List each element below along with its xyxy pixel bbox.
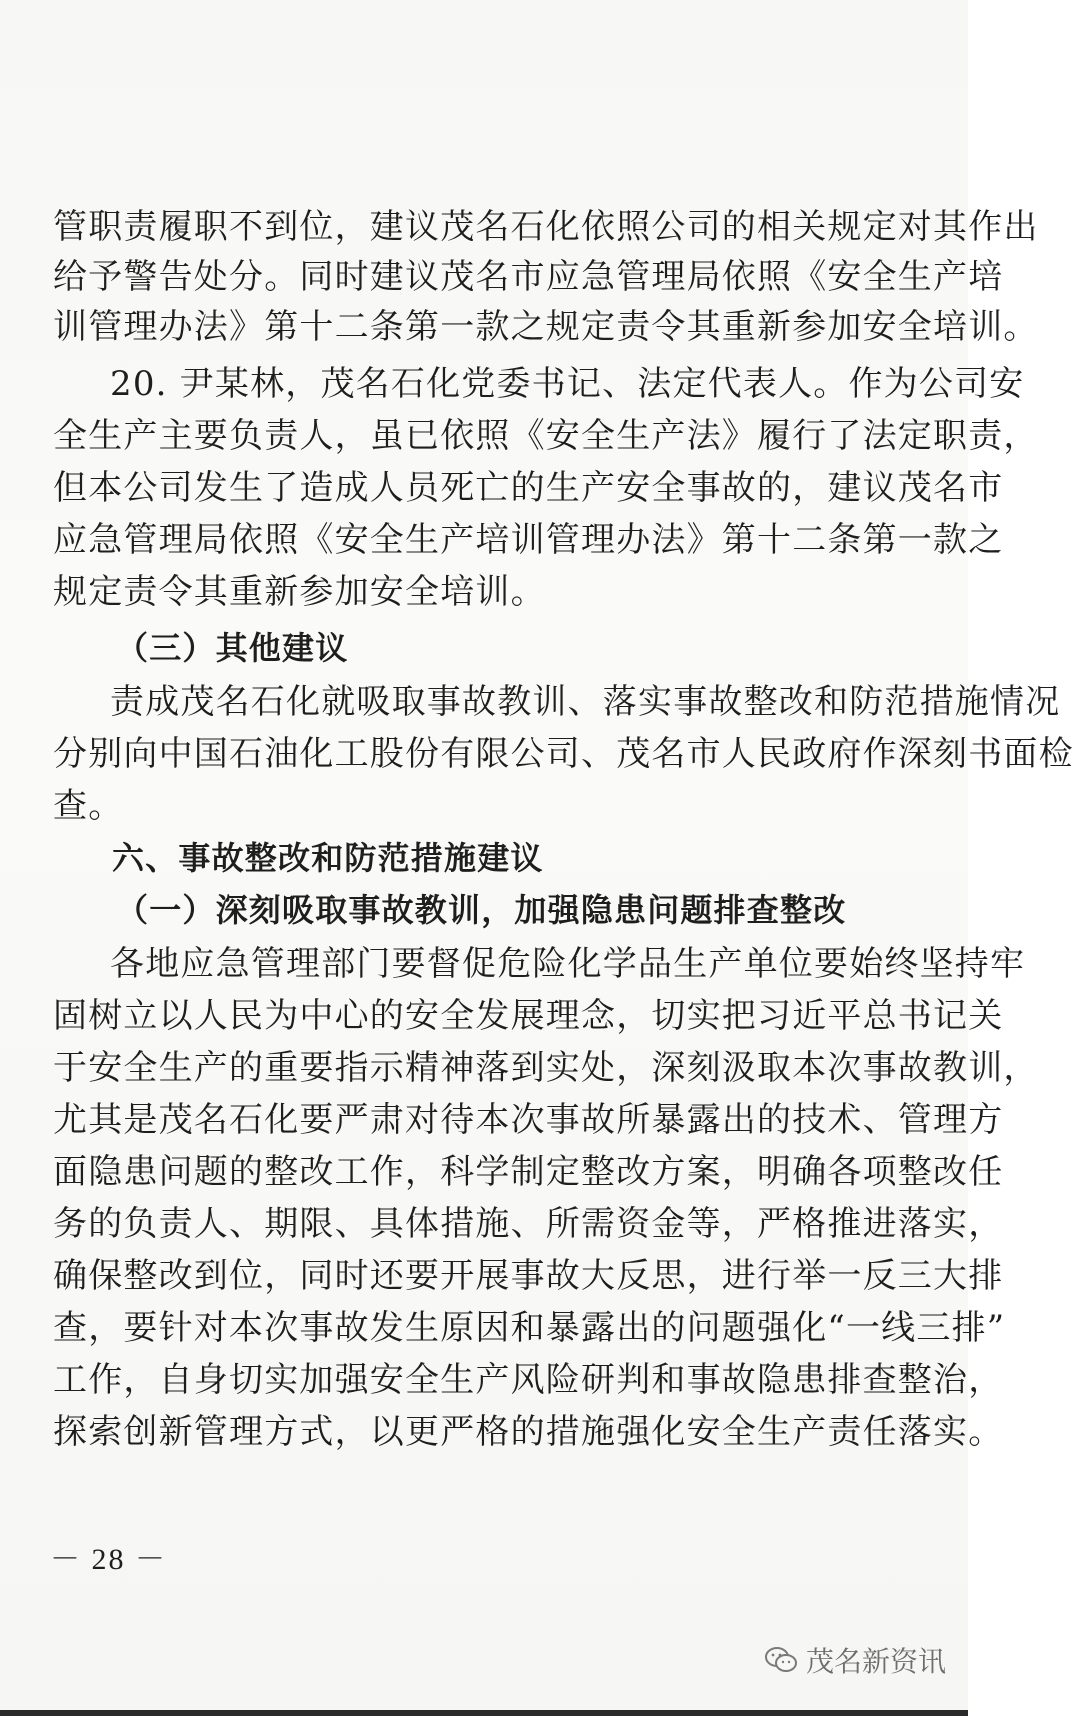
text-line: 尤其是茂名石化要严肃对待本次事故所暴露出的技术、管理方 — [53, 1100, 1004, 1140]
watermark-text: 茂名新资讯 — [805, 1645, 946, 1678]
text-line: 各地应急管理部门要督促危险化学品生产单位要始终坚持牢 — [110, 944, 1026, 984]
text-line: 务的负责人、期限、具体措施、所需资金等，严格推进落实， — [53, 1204, 1004, 1244]
text-line: 查，要针对本次事故发生原因和暴露出的问题强化“一线三排” — [53, 1308, 1006, 1348]
text-line: 确保整改到位，同时还要开展事故大反思，进行举一反三大排 — [53, 1256, 1004, 1296]
section-heading: （三）其他建议 — [116, 629, 349, 667]
text-line: 面隐患问题的整改工作，科学制定整改方案，明确各项整改任 — [53, 1152, 1004, 1192]
text-line: 20. 尹某林，茂名石化党委书记、法定代表人。作为公司安 — [110, 364, 1025, 404]
text-line: 训管理办法》第十二条第一款之规定责令其重新参加安全培训。 — [53, 307, 1039, 347]
text-line: 分别向中国石油化工股份有限公司、茂名市人民政府作深刻书面检 — [53, 734, 1074, 774]
text-line: 查。 — [53, 786, 124, 826]
text-line: 全生产主要负责人，虽已依照《安全生产法》履行了法定职责， — [53, 416, 1039, 456]
text-line: 应急管理局依照《安全生产培训管理办法》第十二条第一款之 — [53, 520, 1004, 560]
wechat-channel-icon — [764, 1646, 798, 1674]
text-line: 给予警告处分。同时建议茂名市应急管理局依照《安全生产培 — [53, 257, 1004, 297]
text-line: 责成茂名石化就吸取事故教训、落实事故整改和防范措施情况 — [110, 682, 1061, 722]
text-line: 固树立以人民为中心的安全发展理念，切实把习近平总书记关 — [53, 996, 1004, 1036]
text-line: 管职责履职不到位，建议茂名石化依照公司的相关规定对其作出 — [53, 207, 1039, 247]
text-line: 工作，自身切实加强安全生产风险研判和事故隐患排查整治， — [53, 1360, 1004, 1400]
page-number: － 28 － — [50, 1543, 167, 1576]
text-line: 于安全生产的重要指示精神落到实处，深刻汲取本次事故教训， — [53, 1048, 1039, 1088]
bottom-edge-bar — [0, 1710, 968, 1716]
section-heading: （一）深刻吸取事故教训，加强隐患问题排查整改 — [116, 891, 847, 929]
text-line: 规定责令其重新参加安全培训。 — [53, 572, 546, 612]
text-line: 探索创新管理方式，以更严格的措施强化安全生产责任落实。 — [53, 1412, 1004, 1452]
source-watermark — [764, 1640, 946, 1680]
chapter-heading: 六、事故整改和防范措施建议 — [112, 839, 544, 877]
text-line: 但本公司发生了造成人员死亡的生产安全事故的，建议茂名市 — [53, 468, 1004, 508]
